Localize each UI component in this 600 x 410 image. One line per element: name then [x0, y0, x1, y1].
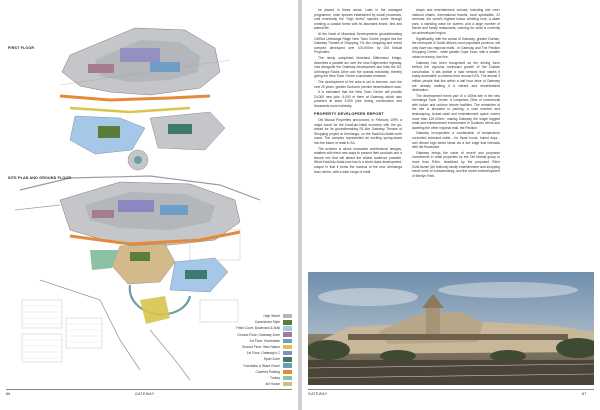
- legend-swatch: [283, 320, 292, 325]
- body-paragraph: At the heart of Moreland Developments groundbreaking 1400ha Umhlanga Ridge New Town Centre project lies the Gateway Theatre of Shopping, R1.4bn shopping and mixed complex developed over 100,000m² by Old Mutual Properties.: [314, 31, 402, 55]
- legend-swatch: [283, 363, 292, 368]
- body-paragraph: Gateway incorporates a combination of temperature controlled enclosed malls - for those hunts, humid days - and vibrant high street ideas via a live edge that interacts with the Boulevard.: [412, 131, 500, 150]
- page-number-right: 87: [582, 392, 587, 396]
- legend-swatch: [283, 357, 292, 362]
- column-1-body: [314, 8, 402, 108]
- left-page: [0, 0, 298, 410]
- running-title: GATEWAY: [135, 392, 155, 396]
- legend-swatch: [283, 339, 292, 344]
- legend-swatch: [283, 326, 292, 331]
- legend-swatch: [283, 314, 292, 319]
- body-paragraph: The scheme is about innovative architectural designs, retailers with fresh new ways to present their products and a leisure mix that will attract the widest audience possible. What KwaZulu-Natal now has is a world class development, unique in that it forms the nucleus of the new Umhlanga town centre, with a wide range of retail: [314, 146, 402, 174]
- footer-rule-right: [308, 389, 594, 390]
- body-paragraph: The development forms part of a 160ha site in the new Umhlanga Town Centre. It comprises 20ha of commercial with indoor and outdoor leisure facilities. The remainder of the site is allocated to parking, a road network and landscaping. Actual retail and entertainment space covers more than 120,000m², making Gateway the single biggest retail and entertainment environment in Southern Africa and dwarfing the other regional mall, the Pavilion.: [412, 93, 500, 130]
- legend-label: 1st Floor: Homebase: [249, 338, 280, 343]
- column-1-body-continued: [314, 118, 402, 174]
- legend-label: Caversham Style: [254, 320, 280, 325]
- body-paragraph: Gateway brings the value of recent and proposed investments in retail properties by the Old Mutual group to more than R4bn, headlined by the proposed R4bn Zonk'izizwe (Air Nations) family entertainment and shopping resort north of Johannesburg, and the recent redevelopment of Menlyn Park.: [412, 150, 500, 178]
- legend-label: Ground Floor: Gateway Zone: [237, 332, 280, 337]
- site-plan-label: SITE PLAN AND GROUND FLOOR: [8, 176, 72, 180]
- right-page: [302, 0, 600, 410]
- legend-label: Turkey: [270, 375, 280, 380]
- body-paragraph: It is estimated that the New Town Centre will provide 24,000 new jobs. 5,000 of them at Gateway, which also provided at least 3,000 jobs during construction and thousands more indirectly.: [314, 90, 402, 108]
- legend-swatch: [283, 382, 292, 387]
- legend-swatch: [283, 370, 292, 375]
- legend-swatch: [283, 345, 292, 350]
- legend-swatch: [283, 332, 292, 337]
- legend-item: [196, 381, 292, 387]
- running-title-right: GATEWAY: [308, 392, 328, 396]
- body-paragraph: be placed in these areas. Later in the managed programme, other species established by social processes, until eventually the "high forest" species come through creating a coastal forest with its abundant insect, bird and animal life.: [314, 8, 402, 31]
- body-paragraph: The newly completed Moreland Millennium bridge, describes a parable arc over the new Edgecombe highway, now alongside the Gateway development and links the N2, Umhlanga Rocks Drive and the coastal motorway, thereby giving the New Town Centre a landmark entrance.: [314, 55, 402, 79]
- body-paragraph: Significantly, with the arrival of Gateway, greater Durban, the metropole in South Africa's most populated province, will only have two regional malls - in Gateway and The Pavilion Shopping Centre - while greater Cape Town, with a smaller urban economy, has five.: [412, 36, 500, 59]
- column-2-body: [412, 8, 500, 178]
- legend-label: High Street: [263, 314, 280, 319]
- body-paragraph: shops and entertainment venues, including wet rover national chains, international brands, local specialists, 22 cinemas, the world's highest indoor climbing rock, a skate park, a standing wave for surfers, and a large number of theme and family restaurants, catering for what is currently an undeveloped region.: [412, 8, 500, 35]
- section-heading: PROPERTY DEVELOPERS REPORT: [314, 112, 384, 117]
- legend-label: Fountains & Wave Rover: [243, 363, 280, 368]
- legend-swatch: [283, 351, 292, 356]
- body-paragraph: The development of the area is set to become, over the next 20 years, greater Durban's premier decentralised node.: [314, 79, 402, 89]
- legend-label: Sport Zone: [263, 357, 280, 362]
- legend-label: Covered Parking: [255, 369, 280, 374]
- body-paragraph: Gateway has been recognised as the driving force behind the vigorous northward growth of the Durban conurbation. It sits astride a road network that makes it easily accessible to citizens from around KZN. The almost 3 million people that live within a half hour drive of Gateway are already making it a vibrant and decentralised destination.: [412, 60, 500, 93]
- legend-swatch: [283, 376, 292, 381]
- gateway-exterior-photo: [308, 272, 594, 385]
- text-column-1: [314, 8, 402, 175]
- first-floor-label: FIRST FLOOR: [8, 46, 35, 50]
- footer-rule: [6, 389, 292, 390]
- legend-label: Art House: [265, 382, 280, 387]
- legend-label: Palm Court: Boulevard & MAll: [236, 326, 280, 331]
- legend-label: 1st Floor: Gateway's C: [246, 351, 280, 356]
- body-paragraph: Old Mutual Properties announced, in February 1999, a major boost for the KwaZulu-Natal economy with the go-ahead for its groundbreaking R1.4bn Gateway Theatre of Shopping project at Umhlanga, on the KwaZulu-Natal north coast. The complex represented an exciting spring-board into the future of retail in SA.: [314, 118, 402, 146]
- plan-legend: [196, 313, 292, 387]
- text-column-2: [412, 8, 500, 179]
- page-number: 86: [6, 392, 11, 396]
- legend-label: Ground Floor: Wav Nation: [241, 345, 280, 350]
- first-floor-plan: [60, 28, 230, 170]
